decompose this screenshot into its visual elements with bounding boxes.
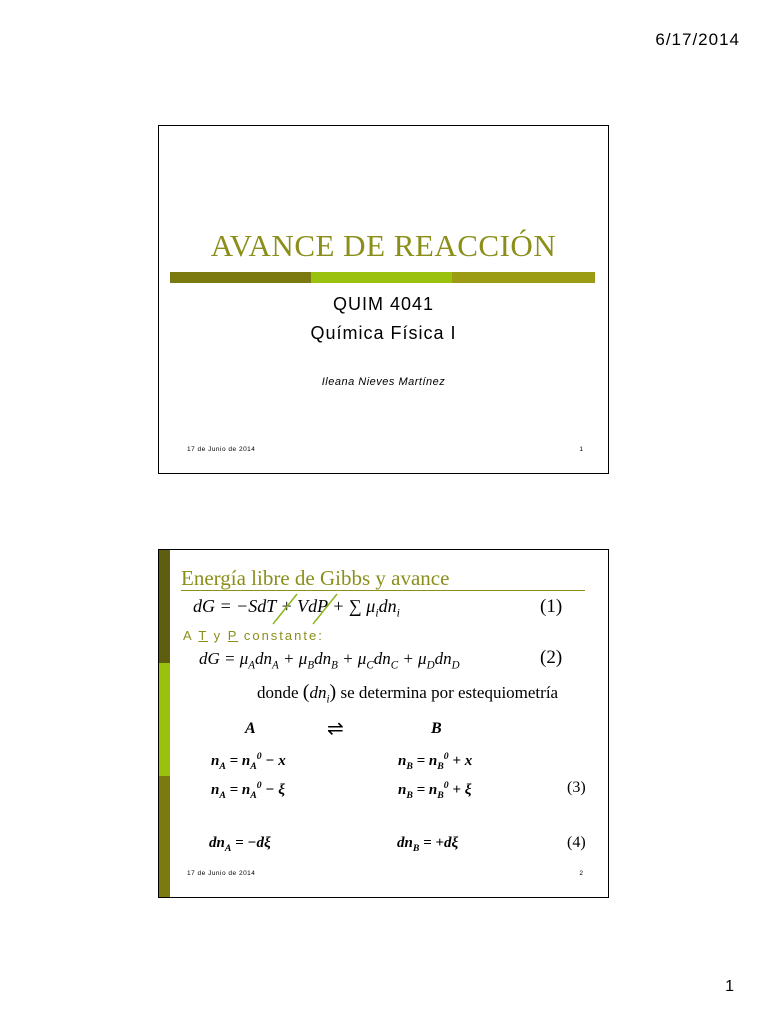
slide-footer-number: 2 — [579, 870, 583, 877]
equation-number: (1) — [540, 596, 563, 617]
moles-a-x-equation: $n_A = n_A^0 - x$ — [211, 751, 286, 772]
equation-number: (4) — [567, 834, 586, 851]
equation-number: (2) — [540, 647, 563, 668]
title-underline — [181, 590, 585, 591]
species-a: A — [245, 720, 256, 737]
slide-footer-number: 1 — [579, 446, 583, 453]
color-bar-segment-dark — [170, 272, 311, 283]
author-name: Ileana Nieves Martínez — [321, 376, 446, 388]
header-date: 6/17/2014 — [655, 30, 740, 49]
species-b: B — [431, 720, 442, 737]
color-bar-segment-olive — [452, 272, 595, 283]
stoichiometry-note: donde $(dn_i)$ se determina por estequiometría — [257, 681, 559, 706]
dn-a-equation: $dn_A = -d\xi$ — [209, 835, 271, 854]
slide-footer-date: 17 de Junio de 2014 — [187, 870, 256, 877]
condition-label: A T y P constante: — [183, 628, 324, 643]
equilibrium-arrow: ⇌ — [327, 718, 344, 740]
sidebar-segment-olive — [159, 776, 170, 897]
moles-b-xi-equation: $n_B = n_B^0 + \xi$ — [398, 780, 472, 801]
gibbs-sum-equation: dG = $\mu_Adn_A + \mu_Bdn_B + \mu_Cdn_C + \mu_Ddn_D$ — [199, 649, 460, 672]
title-color-bar — [170, 272, 595, 283]
slide-footer-date: 17 de Junio de 2014 — [187, 446, 256, 453]
dn-b-equation: $dn_B = +d\xi$ — [397, 835, 459, 854]
slide-2 — [158, 549, 609, 898]
slide-title: Energía libre de Gibbs y avance — [181, 566, 450, 590]
slide-title: AVANCE DE REACCIÓN — [210, 228, 557, 263]
sidebar-segment-dark — [159, 550, 170, 663]
slide-sidebar-bar — [159, 550, 170, 897]
equation-number: (3) — [567, 779, 586, 796]
sidebar-segment-light — [159, 663, 170, 776]
course-subject: Química Física I — [310, 323, 457, 343]
moles-b-x-equation: $n_B = n_B^0 + x$ — [398, 751, 473, 772]
slide-1 — [158, 125, 609, 474]
color-bar-segment-light — [311, 272, 452, 283]
course-code: QUIM 4041 — [332, 294, 435, 314]
strike-through-marks — [269, 592, 349, 626]
gibbs-equation: dG = −SdT + VdP + ∑ $\mu_idn_i$ — [193, 596, 400, 620]
page-number: 1 — [725, 978, 734, 995]
moles-a-xi-equation: $n_A = n_A^0 - \xi$ — [211, 780, 285, 801]
